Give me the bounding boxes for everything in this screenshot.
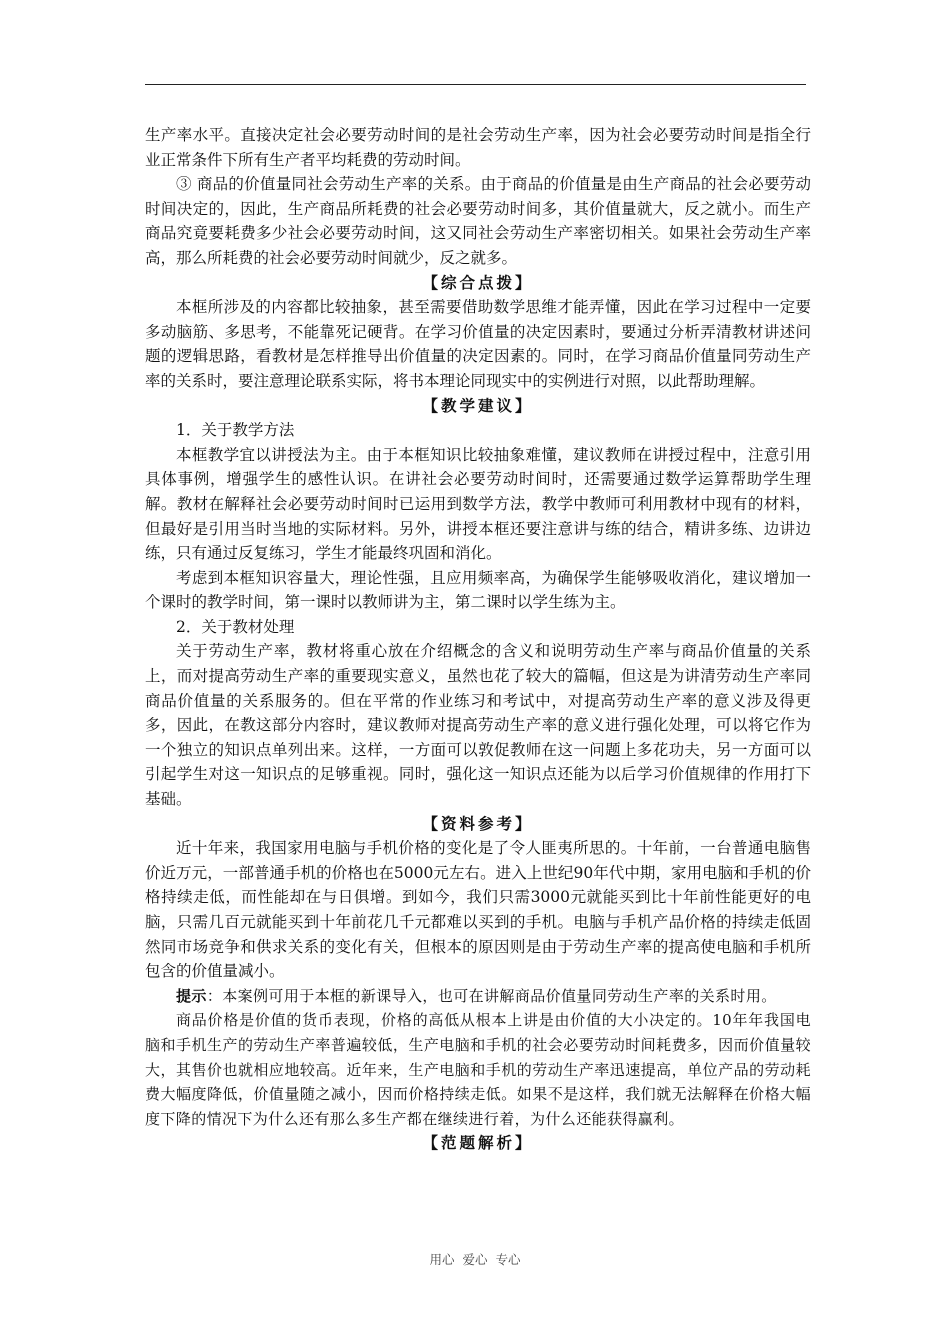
tip-paragraph xyxy=(145,984,811,1009)
paragraph: 考虑到本框知识容量大，理论性强，且应用频率高，为确保学生能够吸收消化，建议增加一个课时的教学时间，第一课时以教师讲为主，第二课时以学生练为主。 xyxy=(145,568,811,612)
paragraph: 商品价格是价值的货币表现，价格的高低从根本上讲是由价值的大小决定的。10年年我国电脑和手机生产的劳动生产率普遍较低，生产电脑和手机的社会必要劳动时间耗费多，因而价值量较大，其售价也就相应地较高。近年来，生产电脑和手机的劳动生产率迅速提高，单位产品的劳动耗费大幅度降低，价值量随之减小，因而价格持续走低。如果不是这样，我们就无法解释在价格大幅度下降的情况下为什么还有那么多生产都在继续进行着，为什么还能获得赢利。 xyxy=(145,1011,811,1128)
tip-text: ：本案例可用于本框的新课导入，也可在讲解商品价值量同劳动生产率的关系时用。 xyxy=(206,986,777,1005)
subheading: 1．关于教学方法 xyxy=(176,421,295,440)
paragraph: 本框所涉及的内容都比较抽象，甚至需要借助数学思维才能弄懂，因此在学习过程中一定要多动脑筋、多思考，不能靠死记硬背。在学习价值量的决定因素时，要通过分析弄清教材讲述问题的逻辑思路，看教材是怎样推导出价值量的决定因素的。同时，在学习商品价值量同劳动生产率的关系时，要注意理论联系实际，将书本理论同现实中的实例进行对照，以此帮助理解。 xyxy=(145,298,811,390)
subheading: 2．关于教材处理 xyxy=(176,617,295,636)
paragraph: 近十年来，我国家用电脑与手机价格的变化是了令人匪夷所思的。十年前，一台普通电脑售价近万元，一部普通手机的价格也在5000元左右。进入上世纪90年代中期，家用电脑和手机的价格持续走低，而性能却在与日俱增。到如今，我们只需3000元就能买到比十年前性能更好的电脑，只需几百元就能买到十年前花几千元都难以买到的手机。电脑与手机产品价格的持续走低固然同市场竞争和供求关系的变化有关，但根本的原因则是由于劳动生产率的提高使电脑和手机所包含的价值量减小。 xyxy=(145,839,811,981)
paragraph: 关于劳动生产率，教材将重心放在介绍概念的含义和说明劳动生产率与商品价值量的关系上，而对提高劳动生产率的重要现实意义，虽然也花了较大的篇幅，但这是为讲清劳动生产率同商品价值量的关系服务的。但在平常的作业练习和考试中，对提高劳动生产率的意义涉及得更多，因此，在教这部分内容时，建议教师对提高劳动生产率的意义进行强化处理，可以将它作为一个独立的知识点单列出来。这样，一方面可以敦促教师在这一问题上多花功夫，另一方面可以引起学生对这一知识点的足够重视。同时，强化这一知识点还能为以后学习价值规律的作用打下基础。 xyxy=(145,642,811,809)
section-heading: 【资料参考】 xyxy=(422,813,534,833)
page-footer: 用心 爱心 专心 xyxy=(429,1252,521,1267)
document-body xyxy=(145,123,811,1156)
paragraph: 本框教学宜以讲授法为主。由于本框知识比较抽象难懂，建议教师在讲授过程中，注意引用具体事例，增强学生的感性认识。在讲社会必要劳动时间时，还需要通过数学运算帮助学生理解。教材在解释社会必要劳动时间时已运用到数学方法，教学中教师可利用教材中现有的材料，但最好是引用当时当地的实际材料。另外，讲授本框还要注意讲与练的结合，精讲多练、边讲边练，只有通过反复练习，学生才能最终巩固和消化。 xyxy=(145,445,811,563)
tip-label: 提示 xyxy=(176,986,207,1005)
header-rule xyxy=(145,84,806,85)
section-heading: 【综合点拨】 xyxy=(422,272,534,292)
section-heading: 【教学建议】 xyxy=(422,395,534,415)
paragraph: 生产率水平。直接决定社会必要劳动时间的是社会劳动生产率，因为社会必要劳动时间是指全行业正常条件下所有生产者平均耗费的劳动时间。 xyxy=(145,126,811,169)
section-heading: 【范题解析】 xyxy=(422,1133,534,1153)
paragraph: ③ 商品的价值量同社会劳动生产率的关系。由于商品的价值量是由生产商品的社会必要劳动时间决定的，因此，生产商品所耗费的社会必要劳动时间多，其价值量就大，反之就小。而生产商品究竟要耗费多少社会必要劳动时间，这又同社会劳动生产率密切相关。如果社会劳动生产率高，那么所耗费的社会必要劳动时间就少，反之就多。 xyxy=(145,175,811,267)
